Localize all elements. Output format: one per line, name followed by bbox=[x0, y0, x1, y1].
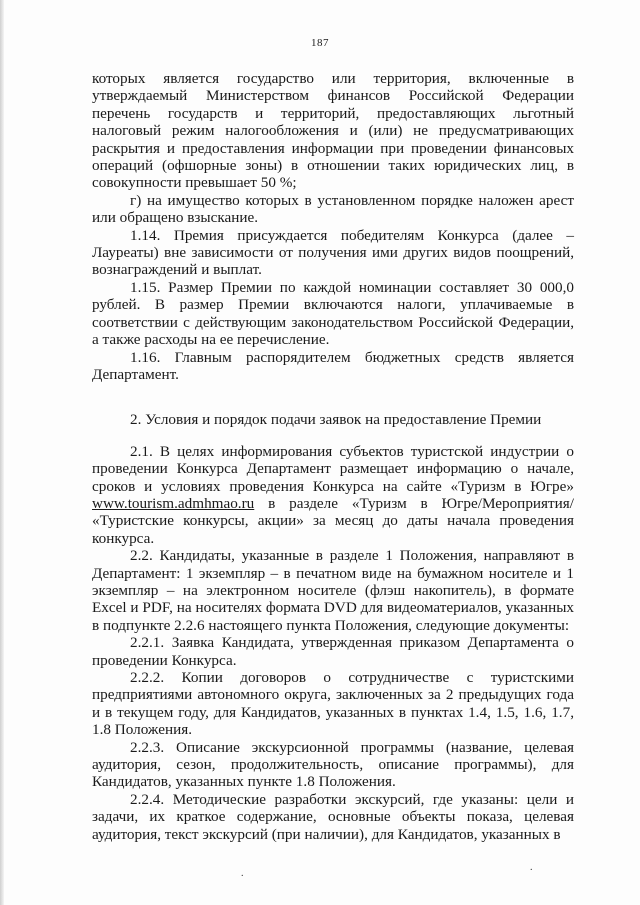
paragraph-2-2-2: 2.2.2. Копии договоров о сотрудничестве с туристскими предприятиями автономного округа, заключенных за 2 предыдущих года и в текущем году, для Кандидатов, указанных в пунктах 1.4, 1.5, 1.6, 1.7, 1.8 Положения. bbox=[92, 669, 574, 739]
paragraph-2-2: 2.2. Кандидаты, указанные в разделе 1 Положения, направляют в Департамент: 1 экземпляр – в печатном виде на бумажном носителе и 1 экземпляр – на электронном носителе (флэш накопитель), в формате Excel и PDF, на носителях формата DVD для видеоматериалов, указанных в подпункте 2.2.6 настоящего пункта Положения, следующие документы: bbox=[92, 547, 574, 634]
list-item-g: г) на имущество которых в установленном порядке наложен арест или обращено взыскание. bbox=[92, 191, 574, 227]
tourism-site-link[interactable]: www.tourism.admhmao.ru bbox=[92, 494, 255, 512]
paragraph-1-16: 1.16. Главным распорядителем бюджетных средств является Департамент. bbox=[92, 348, 574, 383]
paragraph-1-15: 1.15. Размер Премии по каждой номинации составляет 30 000,0 рублей. В размер Премии включаются налоги, уплачиваемые в соответствии с действующим законодательством Российской Федерации, а также расходы на ее перечисление. bbox=[92, 278, 574, 349]
paragraph-2-2-3: 2.2.3. Описание экскурсионной программы (название, целевая аудитория, сезон, продолжительность, описание программы), для Кандидатов, указанных пункте 1.8 Положения. bbox=[92, 738, 574, 791]
section-2-heading: 2. Условия и порядок подачи заявок на предоставление Премии bbox=[130, 411, 542, 429]
scan-edge-shadow bbox=[0, 0, 4, 905]
paragraph-2-1-text-end: в разделе «Туризм в Югре/Мероприятия/ «Туристские конкурсы, акции» за месяц до даты начала проведения конкурса. bbox=[92, 494, 574, 547]
bottom-mark-right: . bbox=[530, 862, 533, 873]
bottom-mark-left: . bbox=[241, 868, 244, 879]
paragraph-continuation: которых является государство или территория, включенные в утверждаемый Министерством финансов Российской Федерации перечень государств и территорий, предоставляющих льготный налоговый режим налогообложения и (или) не предусматривающих раскрытия и предоставления информации при проведении финансовых операций (офшорные зоны) в отношении таких юридических лиц, в совокупности превышает 50 %; bbox=[92, 70, 574, 192]
document-body bbox=[92, 70, 574, 843]
paragraph-2-1 bbox=[92, 443, 574, 547]
paragraph-1-14: 1.14. Премия присуждается победителям Конкурса (далее – Лауреаты) вне зависимости от получения ими других видов поощрений, вознаграждений и выплат. bbox=[92, 226, 574, 279]
page-number: 187 bbox=[311, 37, 329, 49]
paragraph-2-2-1: 2.2.1. Заявка Кандидата, утвержденная приказом Департамента о проведении Конкурса. bbox=[92, 634, 574, 669]
paragraph-2-2-4: 2.2.4. Методические разработки экскурсий, где указаны: цели и задачи, их краткое содержание, основные объекты показа, целевая аудитория, текст экскурсий (при наличии), для Кандидатов, указанных в bbox=[92, 790, 574, 843]
paragraph-2-1-text-start: 2.1. В целях информирования субъектов туристской индустрии о проведении Конкурса Департамент размещает информацию о начале, сроков и условиях проведения Конкурса на сайте «Туризм в Югре» bbox=[92, 442, 574, 495]
